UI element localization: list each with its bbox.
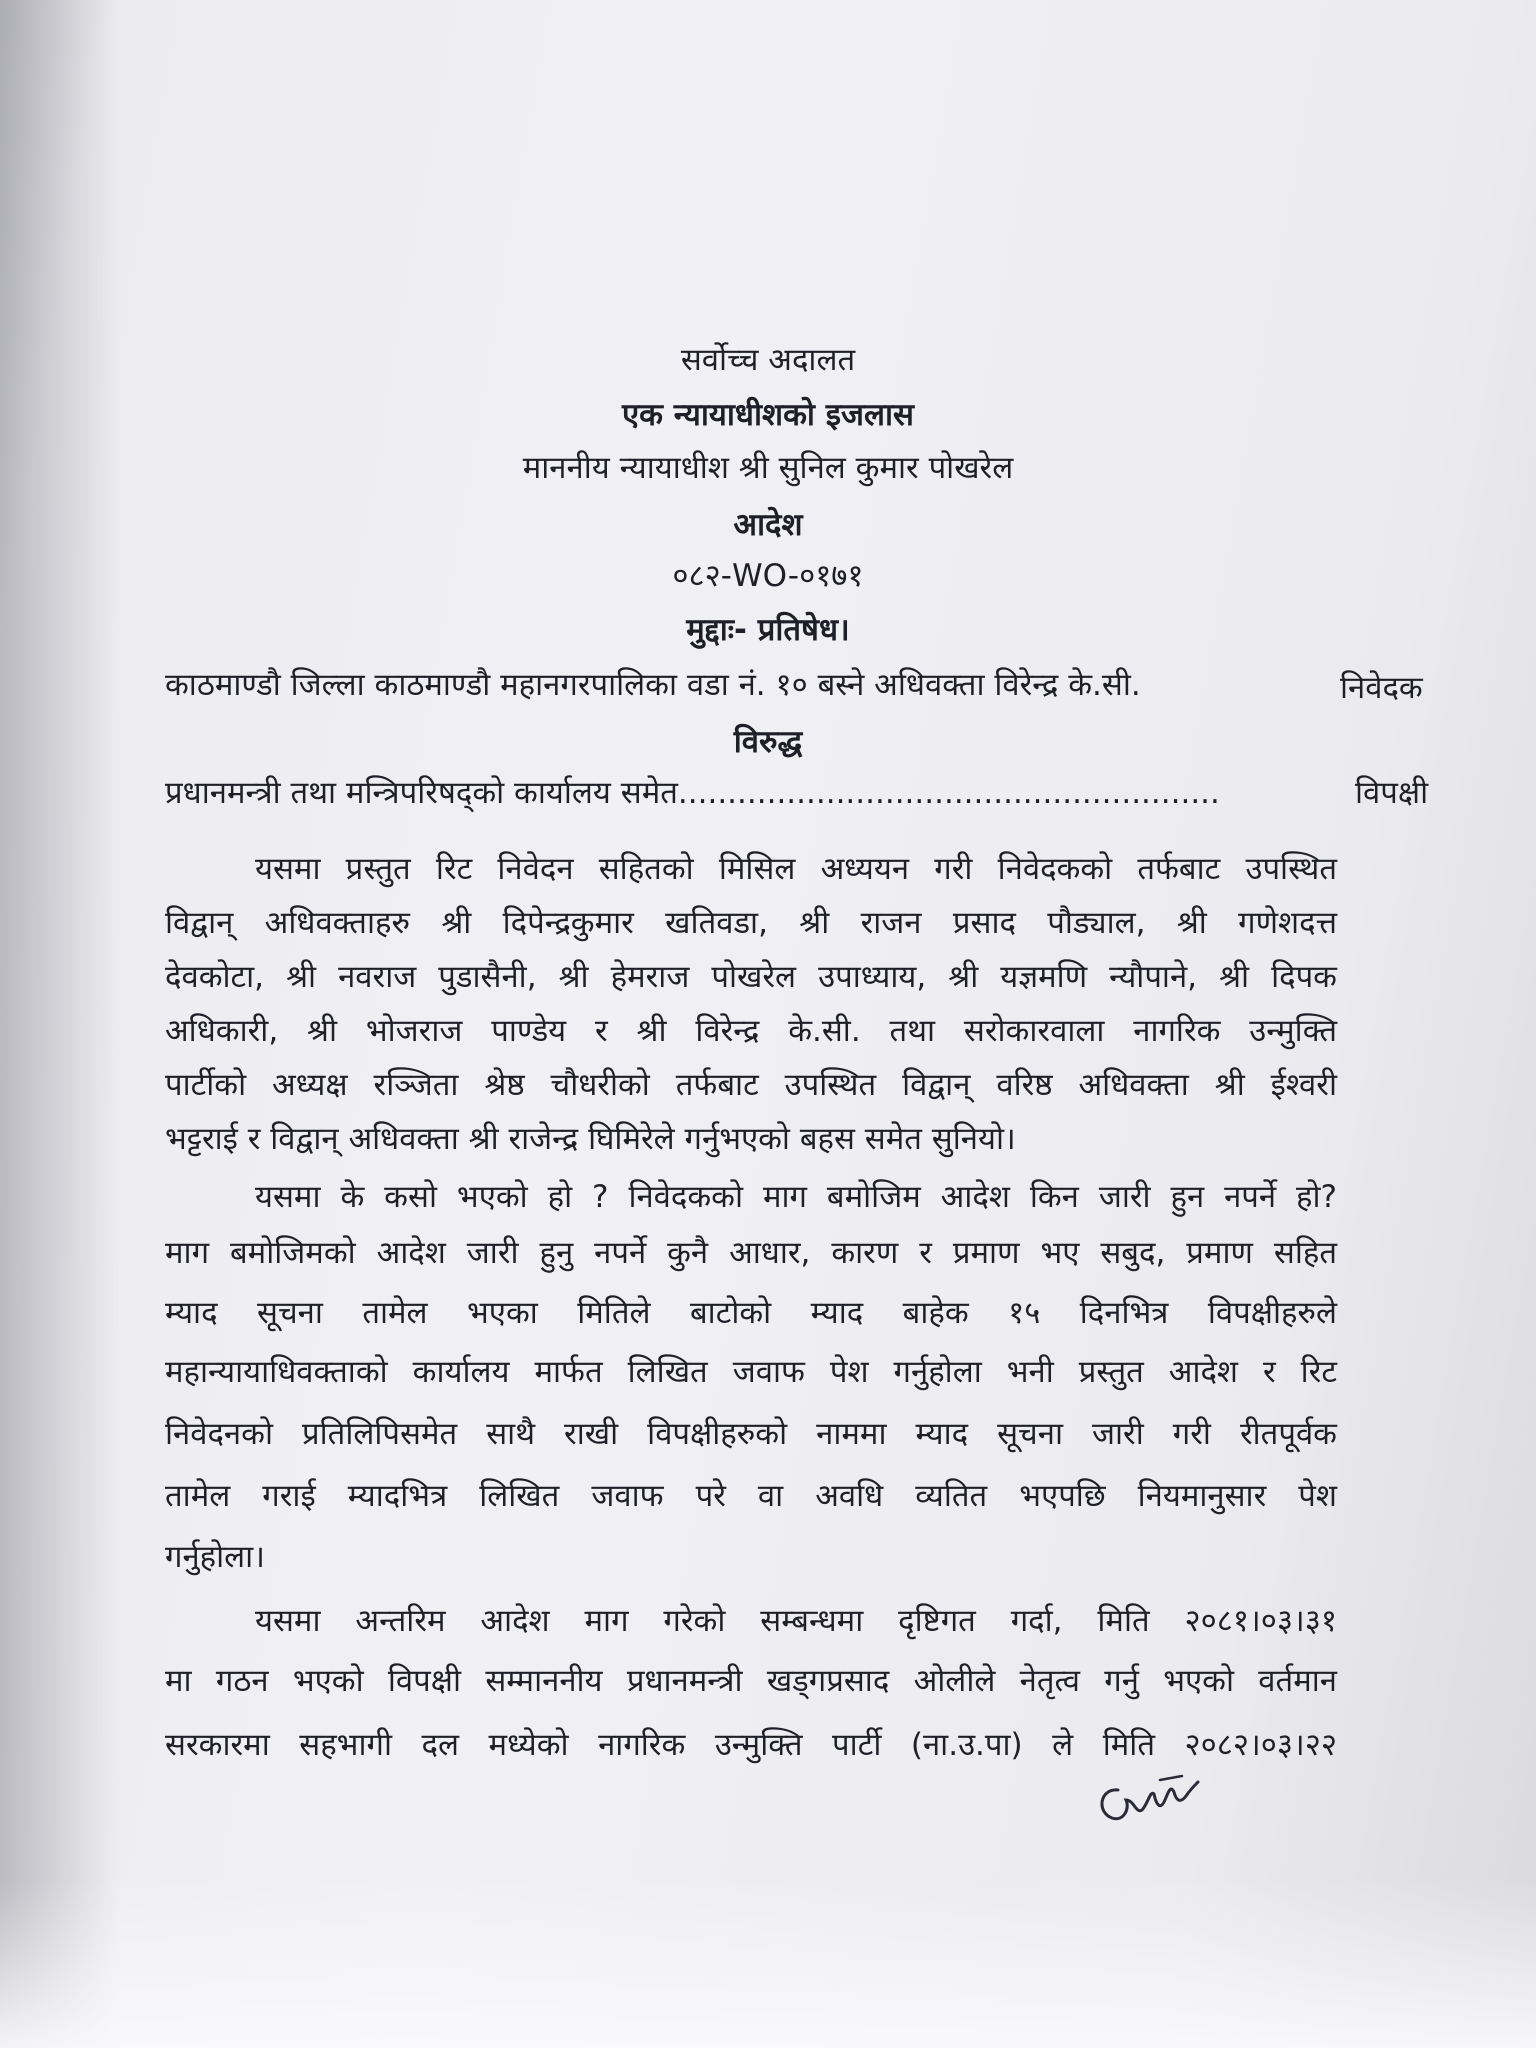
- paragraph-2-line: यसमा के कसो भएको हो ? निवेदकको माग बमोजिम आदेश किन जारी हुन नपर्ने हो?: [255, 1179, 1337, 1215]
- paragraph-1-line: अधिकारी, श्री भोजराज पाण्डेय र श्री विरेन्द्र के.सी. तथा सरोकारवाला नागरिक उन्मुक्ति: [165, 1013, 1337, 1049]
- petitioner-line: काठमाण्डौ जिल्ला काठमाण्डौ महानगरपालिका वडा नं. १० बस्ने अधिवक्ता विरेन्द्र के.सी.: [165, 667, 1141, 703]
- order-title: आदेश: [733, 507, 803, 543]
- page-bottom-fade: [0, 1878, 1536, 2048]
- paragraph-2-line: तामेल गराई म्यादभित्र लिखित जवाफ परे वा अवधि व्यतित भएपछि नियमानुसार पेश: [165, 1478, 1337, 1514]
- paragraph-3-line: सरकारमा सहभागी दल मध्येको नागरिक उन्मुक्ति पार्टी (ना.उ.पा) ले मिति २०८२।०३।२२: [165, 1727, 1337, 1763]
- paragraph-2-line: महान्यायाधिवक्ताको कार्यालय मार्फत लिखित जवाफ पेश गर्नुहोला भनी प्रस्तुत आदेश र रिट: [165, 1354, 1337, 1390]
- paragraph-2-line: गर्नुहोला।: [165, 1539, 265, 1575]
- judge-name: माननीय न्यायाधीश श्री सुनिल कुमार पोखरेल: [522, 450, 1014, 486]
- paragraph-2-line: निवेदनको प्रतिलिपिसमेत साथै राखी विपक्षीहरुको नाममा म्याद सूचना जारी गरी रीतपूर्वक: [165, 1416, 1337, 1452]
- paragraph-1-line: देवकोटा, श्री नवराज पुडासैनी, श्री हेमराज पोखरेल उपाध्याय, श्री यज्ञमणि न्यौपाने, श्री दिपक: [165, 959, 1337, 995]
- paragraph-1-line: पार्टीको अध्यक्ष रञ्जिता श्रेष्ठ चौधरीको तर्फबाट उपस्थित विद्वान् वरिष्ठ अधिवक्ता श्री ईश्वरी: [165, 1067, 1337, 1103]
- bench-title: एक न्यायाधीशको इजलास: [622, 397, 914, 433]
- case-subject: मुद्दाः- प्रतिषेध।: [686, 612, 850, 648]
- respondent-line: प्रधानमन्त्री तथा मन्त्रिपरिषद्को कार्यालय समेत.......................................................: [165, 775, 1220, 811]
- court-name: सर्वोच्च अदालत: [680, 342, 856, 378]
- versus-label: विरुद्ध: [733, 724, 803, 760]
- paragraph-2-line: म्याद सूचना तामेल भएका मितिले बाटोको म्याद बाहेक १५ दिनभित्र विपक्षीहरुले: [165, 1295, 1337, 1331]
- paragraph-2-line: माग बमोजिमको आदेश जारी हुनु नपर्ने कुनै आधार, कारण र प्रमाण भए सबुद, प्रमाण सहित: [165, 1235, 1337, 1271]
- paragraph-3-line: यसमा अन्तरिम आदेश माग गरेको सम्बन्धमा दृष्टिगत गर्दा, मिति २०८१।०३।३१: [255, 1603, 1337, 1639]
- paragraph-1-line: यसमा प्रस्तुत रिट निवेदन सहितको मिसिल अध्ययन गरी निवेदकको तर्फबाट उपस्थित: [255, 851, 1337, 887]
- paragraph-3-line: मा गठन भएको विपक्षी सम्माननीय प्रधानमन्त्री खड्गप्रसाद ओलीले नेतृत्व गर्नु भएको वर्तमान: [165, 1663, 1337, 1699]
- respondent-label: विपक्षी: [1355, 775, 1429, 811]
- handwritten-signature: [1090, 1760, 1200, 1830]
- paragraph-1-line: विद्वान् अधिवक्ताहरु श्री दिपेन्द्रकुमार खतिवडा, श्री राजन प्रसाद पौड्याल, श्री गणेशदत्त: [165, 905, 1337, 941]
- case-number: ०८२-WO-०१७१: [672, 558, 864, 594]
- page-edge-shadow: [0, 0, 120, 2048]
- paragraph-1-line: भट्टराई र विद्वान् अधिवक्ता श्री राजेन्द्र घिमिरेले गर्नुभएको बहस समेत सुनियो।: [165, 1121, 1016, 1157]
- petitioner-label: निवेदक: [1340, 670, 1423, 706]
